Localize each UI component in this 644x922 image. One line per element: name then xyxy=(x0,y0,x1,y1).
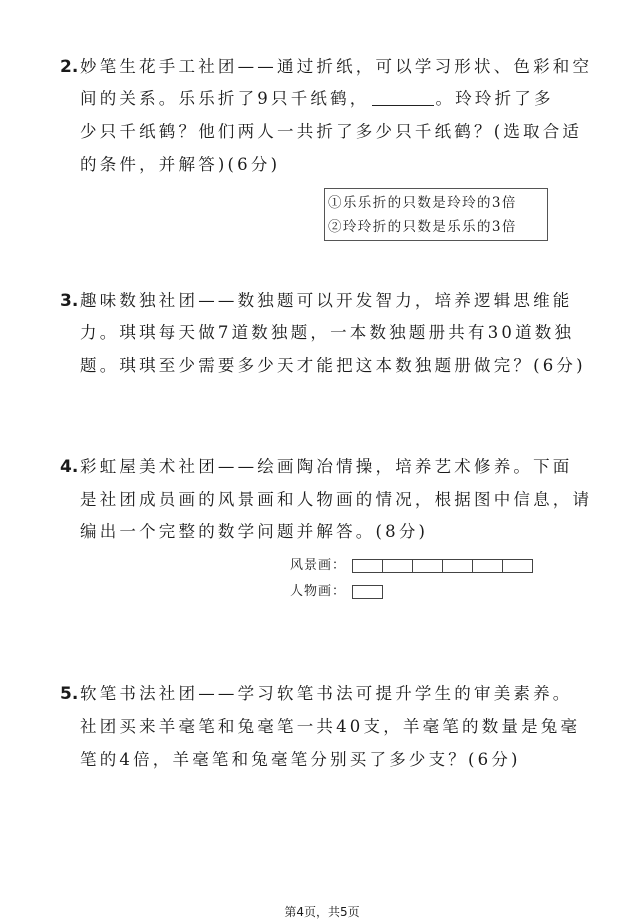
question-2-line-3: 少只千纸鹤？他们两人一共折了多少只千纸鹤？(选取合适 xyxy=(80,122,583,141)
question-2-line-4: 的条件，并解答)(6分) xyxy=(80,155,281,174)
question-4-line-2: 是社团成员画的风景画和人物画的情况，根据图中信息，请 xyxy=(80,490,593,509)
portrait-bar xyxy=(352,585,383,599)
question-5-line-2: 社团买来羊毫笔和兔毫笔一共40支，羊毫笔的数量是兔毫 xyxy=(80,717,581,736)
question-4-line-1: 彩虹屋美术社团——绘画陶冶情操，培养艺术修养。下面 xyxy=(80,457,573,476)
landscape-bar xyxy=(352,559,533,573)
landscape-segment xyxy=(502,559,533,573)
condition-option-2[interactable]: ②玲玲折的只数是乐乐的3倍 xyxy=(328,219,517,235)
question-2-line-2 xyxy=(80,88,554,110)
landscape-label: 风景画： xyxy=(290,558,347,573)
question-3-line-2: 力。琪琪每天做7道数独题，一本数独题册共有30道数独 xyxy=(80,323,575,342)
landscape-segment xyxy=(412,559,443,573)
question-4-line-3: 编出一个完整的数学问题并解答。(8分) xyxy=(80,522,429,541)
question-5-number: 5. xyxy=(60,684,79,704)
landscape-segment xyxy=(352,559,383,573)
page-footer: 第4页，共5页 xyxy=(284,905,360,919)
question-2-line-2-end: 。玲玲折了多 xyxy=(435,89,554,108)
landscape-segment xyxy=(382,559,413,573)
question-2-number: 2. xyxy=(60,57,79,77)
question-3-line-3: 题。琪琪至少需要多少天才能把这本数独题册做完？(6分) xyxy=(80,356,586,375)
question-2-line-2-start: 间的关系。乐乐折了9只千纸鹤， xyxy=(80,89,370,108)
condition-option-1[interactable]: ①乐乐折的只数是玲玲的3倍 xyxy=(328,195,517,211)
landscape-segment xyxy=(442,559,473,573)
condition-options-box xyxy=(324,188,548,241)
answer-blank[interactable] xyxy=(372,89,434,106)
question-3-number: 3. xyxy=(60,291,79,311)
question-2-line-1: 妙笔生花手工社团——通过折纸，可以学习形状、色彩和空 xyxy=(80,57,593,76)
question-5-line-1: 软笔书法社团——学习软笔书法可提升学生的审美素养。 xyxy=(80,684,573,703)
question-5-line-3: 笔的4倍，羊毫笔和兔毫笔分别买了多少支？(6分) xyxy=(80,750,521,769)
portrait-label: 人物画： xyxy=(290,584,347,599)
question-3-line-1: 趣味数独社团——数独题可以开发智力，培养逻辑思维能 xyxy=(80,291,573,310)
portrait-segment xyxy=(352,585,383,599)
question-4-number: 4. xyxy=(60,457,79,477)
landscape-segment xyxy=(472,559,503,573)
